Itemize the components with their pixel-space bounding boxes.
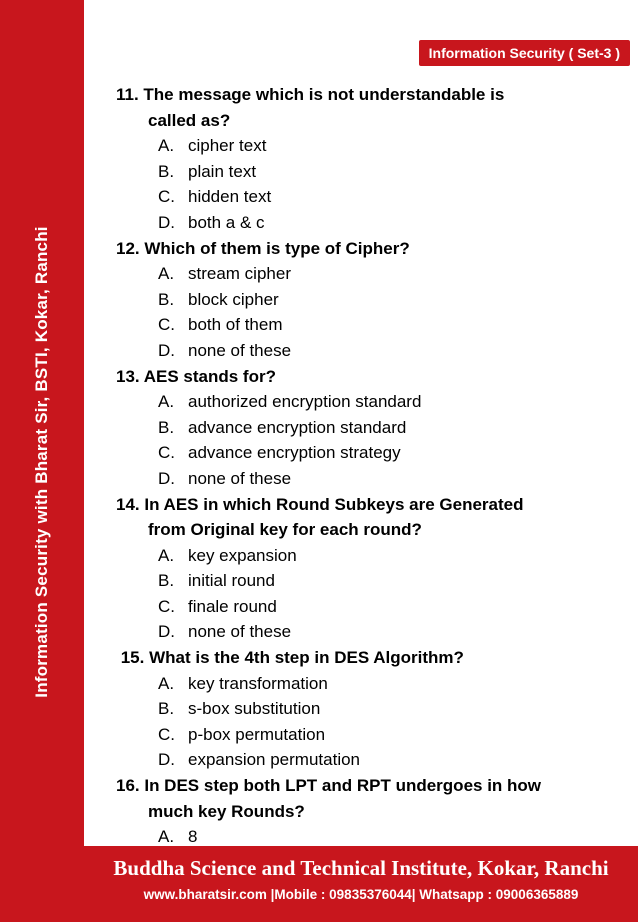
option-letter: A. xyxy=(158,136,175,156)
option-text: block cipher xyxy=(188,289,279,309)
option-b xyxy=(116,159,616,185)
question-16 xyxy=(116,773,616,850)
options xyxy=(116,543,616,645)
option-letter: A. xyxy=(158,673,175,693)
option-text: advance encryption standard xyxy=(188,417,407,437)
question-text: 15. What is the 4th step in DES Algorithm? xyxy=(116,648,464,668)
option-letter: B. xyxy=(158,289,175,309)
option-letter: D. xyxy=(158,468,175,488)
question-14 xyxy=(116,492,616,646)
question-text: 14. In AES in which Round Subkeys are Generated xyxy=(116,494,524,514)
option-d xyxy=(116,466,616,492)
option-d xyxy=(116,210,616,236)
option-b xyxy=(116,415,616,441)
option-text: none of these xyxy=(188,468,292,488)
option-letter: A. xyxy=(158,264,175,284)
option-c xyxy=(116,440,616,466)
option-text: s-box substitution xyxy=(188,699,321,719)
option-text: expansion permutation xyxy=(188,750,361,770)
option-letter: C. xyxy=(158,443,175,463)
question-11 xyxy=(116,82,616,236)
option-letter: B. xyxy=(158,417,175,437)
option-a xyxy=(116,671,616,697)
option-c xyxy=(116,594,616,620)
footer xyxy=(84,846,638,922)
question-text: 12. Which of them is type of Cipher? xyxy=(116,238,410,258)
option-b xyxy=(116,568,616,594)
option-text: key expansion xyxy=(188,545,297,565)
option-text: authorized encryption standard xyxy=(188,392,422,412)
question-12 xyxy=(116,236,616,364)
option-text: hidden text xyxy=(188,187,272,207)
option-letter: C. xyxy=(158,315,175,335)
option-d xyxy=(116,338,616,364)
question-text: 11. The message which is not understandable is xyxy=(116,85,505,104)
options xyxy=(116,389,616,491)
option-letter: D. xyxy=(158,340,175,360)
options xyxy=(116,133,616,235)
option-b xyxy=(116,696,616,722)
institute-name: Buddha Science and Technical Institute, Kokar, Ranchi xyxy=(113,856,609,880)
option-letter: A. xyxy=(158,392,175,412)
option-text: advance encryption strategy xyxy=(188,443,401,463)
option-text: stream cipher xyxy=(188,264,291,284)
contact-info: www.bharatsir.com |Mobile : 09835376044| Whatsapp : 09006365889 xyxy=(143,887,579,902)
question-text: 13. AES stands for? xyxy=(116,366,276,386)
option-letter: C. xyxy=(158,596,175,616)
option-text: 8 xyxy=(188,827,198,847)
option-c xyxy=(116,184,616,210)
question-text-continued: much key Rounds? xyxy=(148,801,305,821)
sidebar-title: Information Security with Bharat Sir, BSTI, Kokar, Ranchi xyxy=(32,226,51,698)
option-text: finale round xyxy=(188,596,277,616)
option-letter: C. xyxy=(158,187,175,207)
option-text: plain text xyxy=(188,161,257,181)
option-letter: D. xyxy=(158,212,175,232)
option-letter: B. xyxy=(158,571,175,591)
option-text: cipher text xyxy=(188,136,267,156)
option-letter: A. xyxy=(158,827,175,847)
question-list xyxy=(116,82,616,850)
option-text: none of these xyxy=(188,622,292,642)
option-c xyxy=(116,722,616,748)
option-letter: B. xyxy=(158,699,175,719)
option-text: p-box permutation xyxy=(188,724,326,744)
set-badge: Information Security ( Set-3 ) xyxy=(419,40,630,66)
option-a xyxy=(116,543,616,569)
option-letter: B. xyxy=(158,161,175,181)
option-text: both of them xyxy=(188,315,283,335)
option-letter: A. xyxy=(158,545,175,565)
option-letter: C. xyxy=(158,724,175,744)
option-b xyxy=(116,287,616,313)
option-letter: D. xyxy=(158,622,175,642)
question-text: 16. In DES step both LPT and RPT undergoes in how xyxy=(116,776,542,796)
option-a xyxy=(116,261,616,287)
option-text: none of these xyxy=(188,340,292,360)
option-text: both a & c xyxy=(188,212,265,232)
option-a xyxy=(116,133,616,159)
option-d xyxy=(116,619,616,645)
option-a xyxy=(116,389,616,415)
option-letter: D. xyxy=(158,750,175,770)
sidebar xyxy=(0,0,84,922)
question-13 xyxy=(116,364,616,492)
option-c xyxy=(116,312,616,338)
question-text-continued: from Original key for each round? xyxy=(148,520,422,540)
question-15 xyxy=(116,645,616,773)
question-text-continued: called as? xyxy=(148,110,231,130)
option-d xyxy=(116,747,616,773)
options xyxy=(116,261,616,363)
option-text: initial round xyxy=(188,571,275,591)
option-text: key transformation xyxy=(188,673,328,693)
options xyxy=(116,671,616,773)
